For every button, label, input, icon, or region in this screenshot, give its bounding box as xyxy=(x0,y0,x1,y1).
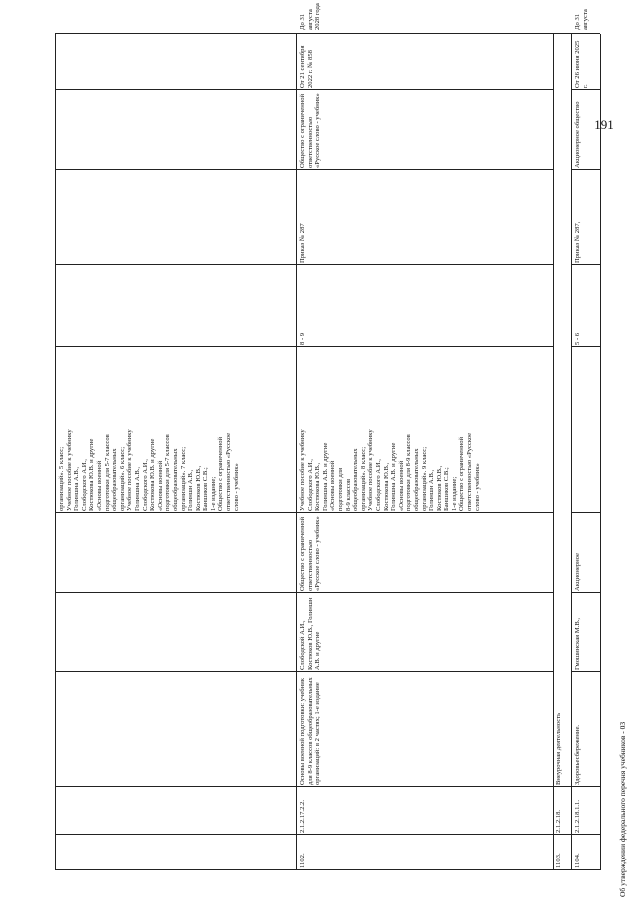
row-number: 1102. xyxy=(299,853,306,868)
date-to: До 31 августа 2028 года xyxy=(299,3,322,30)
table-border-top xyxy=(55,34,56,870)
row-number: 1103. xyxy=(555,853,562,868)
column-divider xyxy=(55,869,600,870)
structure-cell: организаций». 5 класс; Учебное пособие к учебнику Голиншна А.В., Слободского А.И., Костюкова Ю.В. и другие «Основы военной подготовки для 5-7 классов общеобразовательных организаций». 6 класс; Учебное пособие к учебнику Голиншна А.В., Слободского А.И., Костюкова Ю.В. и другие «Основы военной подготовки для 5-7 классов общеобразовательных организаций». 7 класс; Голиншн А.В., Костюков Ю.В., Баншиков С.В.; 1-е издание; Общество с ограниченной ответственностью «Русское слово - учебник» xyxy=(58,429,240,511)
column-divider xyxy=(55,671,553,672)
rights-holder: Общество с ограниченной ответственностью «Русское слово - учебник» xyxy=(299,93,322,168)
date-from: От 26 июня 2025 г. xyxy=(574,40,589,88)
column-divider xyxy=(55,89,553,90)
row-code: 2.1.2.18.1.1. xyxy=(574,800,581,833)
column-divider xyxy=(55,834,600,835)
section-title: Внеурочная деятельность xyxy=(555,712,562,785)
authors: Гмошинская М.В., xyxy=(574,617,581,670)
grades: 8 - 9 xyxy=(299,332,306,345)
textbook-title: Основы военной подготовки: учебник для 8-9 классов общеобразовательных организаций: в 2 частях; 1-е издание xyxy=(299,677,322,785)
row-separator xyxy=(571,34,572,870)
table-border-bottom xyxy=(600,34,601,870)
column-divider xyxy=(571,346,600,347)
page-footer: Об утверждении федерального перечня учебников - 03 xyxy=(618,721,627,897)
order-number: Приказ № 287, xyxy=(574,221,581,263)
order-number: Приказ № 287 xyxy=(299,223,306,263)
textbook-title: Здоровьесбережение. xyxy=(574,724,581,785)
column-divider xyxy=(55,346,553,347)
column-divider xyxy=(55,264,553,265)
column-divider xyxy=(571,671,600,672)
column-divider xyxy=(571,592,600,593)
column-divider xyxy=(55,169,553,170)
column-divider xyxy=(571,169,600,170)
page-number: 191 xyxy=(594,117,614,132)
column-divider xyxy=(571,512,600,513)
date-to: До 31 августа xyxy=(574,9,589,30)
column-divider xyxy=(55,592,553,593)
rights-holder: Акционерное общество xyxy=(574,101,581,168)
column-divider xyxy=(571,89,600,90)
row-number: 1104. xyxy=(574,853,581,868)
publisher: Общество с ограниченной ответственностью «Русское слово - учебник» xyxy=(299,516,322,591)
column-divider xyxy=(55,512,553,513)
grades: 5 - 6 xyxy=(574,332,581,345)
publisher: Акционерное xyxy=(574,553,581,591)
structure-cell: Учебное пособие к учебнику Слободского А.И., Костюкова Ю.В., Голиншна А.В. и другие «Основы военной подготовки для 8-9 классов общеобразовательных организаций». 8 класс; Учебное пособие к учебнику Слободского А.И., Костюкова Ю.В., Голиншна А.В. и другие «Основы военной подготовки для 8-9 классов общеобразовательных организаций». 9 класс; Голиншн А.В., Костюков Ю.В., Баншиков С.В.; 1-е издание; Общество с ограниченной ответственностью «Русское слово - учебник» xyxy=(299,429,481,511)
row-separator xyxy=(296,34,297,870)
column-divider xyxy=(55,786,600,787)
row-code: 2.1.2.17.2.2. xyxy=(299,800,306,833)
row-separator xyxy=(553,34,554,870)
date-from: От 21 сентября 2022 г. № 858 xyxy=(299,45,314,88)
column-divider xyxy=(571,264,600,265)
authors: Слободской А.И., Костюков Ю.В., Голиншн А.В. и другие xyxy=(299,597,322,670)
row-code: 2.1.2.18. xyxy=(555,809,562,833)
column-divider xyxy=(55,33,600,34)
